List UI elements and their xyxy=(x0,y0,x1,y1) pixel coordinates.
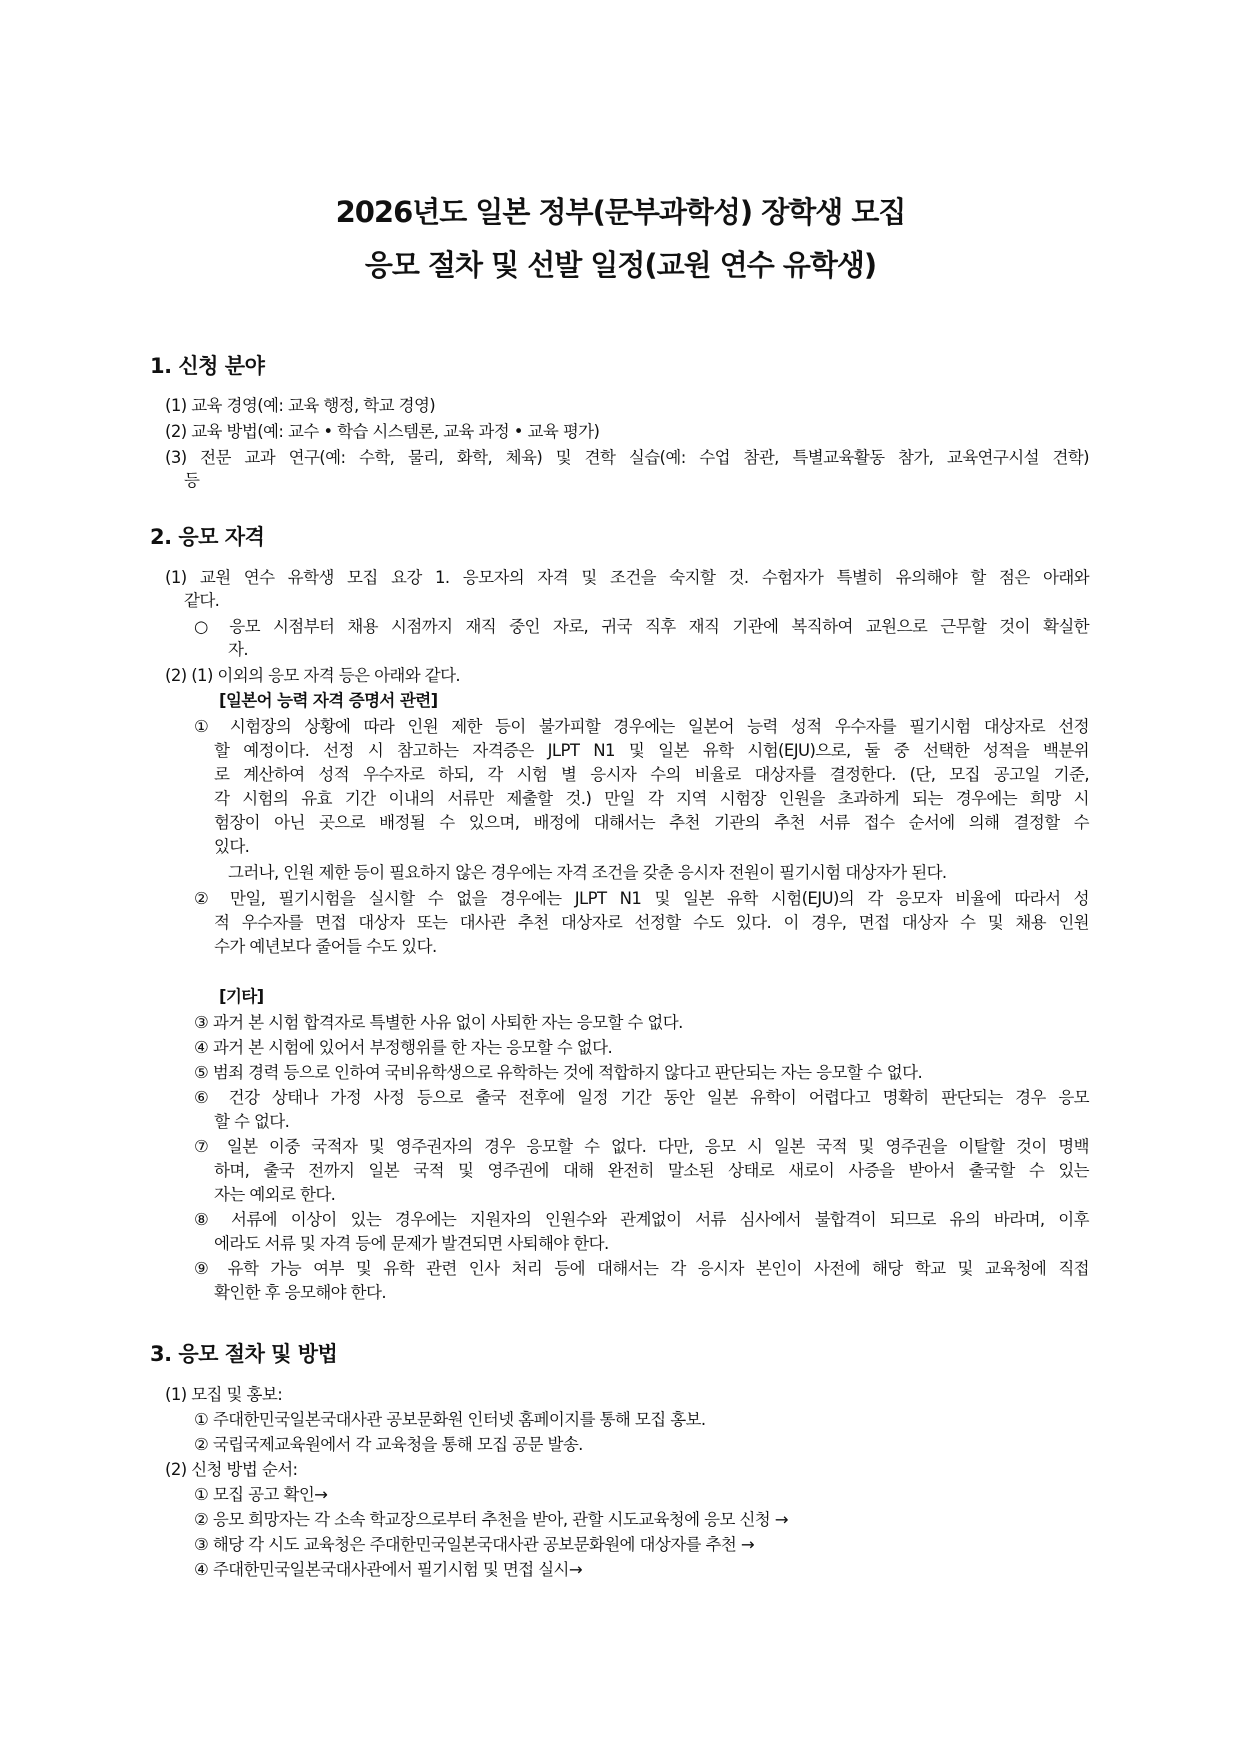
s2-item-5: ⑤ 범죄 경력 등으로 인하여 국비유학생으로 유학하는 것에 적합하지 않다고 판단되는 자는 응모할 수 없다. xyxy=(194,1063,923,1082)
s2-item-7-l2: 하며, 출국 전까지 일본 국적 및 영주권에 대해 완전히 말소된 상태로 새로이 사증을 받아서 출국할 수 있는 xyxy=(214,1161,1089,1180)
s3-para-2-item-2: ② 응모 희망자는 각 소속 학교장으로부터 추천을 받아, 관할 시도교육청에 응모 신청 → xyxy=(194,1510,788,1529)
s3-para-2-item-4: ④ 주대한민국일본국대사관에서 필기시험 및 면접 실시→ xyxy=(194,1560,583,1579)
s2-item-7: ⑦ 일본 이중 국적자 및 영주권자의 경우 응모할 수 없다. 다만, 응모 시 일본 국적 및 영주권을 이탈할 것이 명백 xyxy=(194,1137,1089,1156)
s2-item-1: ① 시험장의 상황에 따라 인원 제한 등이 불가피할 경우에는 일본어 능력 성적 우수자를 필기시험 대상자로 선정 xyxy=(194,717,1089,736)
s2-item-7-l3: 자는 예외로 한다. xyxy=(214,1185,336,1204)
s2-item-1-l4: 각 시험의 유효 기간 이내의 서류만 제출할 것.) 만일 각 지역 시험장 인원을 초과하게 되는 경우에는 희망 시 xyxy=(214,789,1089,808)
s3-para-1-item-2: ② 국립국제교육원에서 각 교육청을 통해 모집 공문 발송. xyxy=(194,1435,583,1454)
s3-para-1: (1) 모집 및 홍보: xyxy=(165,1385,283,1404)
s1-item-3: (3) 전문 교과 연구(예: 수학, 물리, 화학, 체육) 및 견학 실습(예: 수업 참관, 특별교육활동 참가, 교육연구시설 견학) xyxy=(165,448,1089,467)
s2-para-2: (2) (1) 이외의 응모 자격 등은 아래와 같다. xyxy=(165,666,461,685)
s2-item-1-l7: 그러나, 인원 제한 등이 필요하지 않은 경우에는 자격 조건을 갖춘 응시자 전원이 필기시험 대상자가 된다. xyxy=(228,863,947,882)
section-2-heading: 2. 응모 자격 xyxy=(150,525,265,549)
section-3-heading: 3. 응모 절차 및 방법 xyxy=(150,1342,338,1366)
section-1-heading: 1. 신청 분야 xyxy=(150,354,265,378)
s2-item-2: ② 만일, 필기시험을 실시할 수 없을 경우에는 JLPT N1 및 일본 유학 시험(EJU)의 각 응모자 비율에 따라서 성 xyxy=(194,889,1089,908)
s2-circle-item: ○ 응모 시점부터 채용 시점까지 재직 중인 자로, 귀국 직후 재직 기관에 복직하여 교원으로 근무할 것이 확실한 xyxy=(194,617,1089,636)
s2-subheading-other: [기타] xyxy=(219,987,264,1006)
s1-item-1: (1) 교육 경영(예: 교육 행정, 학교 경영) xyxy=(165,396,436,415)
s2-item-2-l2: 적 우수자를 면접 대상자 또는 대사관 추천 대상자로 선정할 수도 있다. 이 경우, 면접 대상자 수 및 채용 인원 xyxy=(214,913,1089,932)
s3-para-2-item-3: ③ 해당 각 시도 교육청은 주대한민국일본국대사관 공보문화원에 대상자를 추천 → xyxy=(194,1535,755,1554)
s2-circle-item-cont: 자. xyxy=(228,640,248,659)
s1-item-3-cont: 등 xyxy=(184,471,200,490)
s2-item-8: ⑧ 서류에 이상이 있는 경우에는 지원자의 인원수와 관계없이 서류 심사에서 불합격이 되므로 유의 바라며, 이후 xyxy=(194,1210,1089,1229)
s2-item-3: ③ 과거 본 시험 합격자로 특별한 사유 없이 사퇴한 자는 응모할 수 없다. xyxy=(194,1013,683,1032)
s2-para-1: (1) 교원 연수 유학생 모집 요강 1. 응모자의 자격 및 조건을 숙지할 것. 수험자가 특별히 유의해야 할 점은 아래와 xyxy=(165,568,1089,587)
s2-item-1-l2: 할 예정이다. 선정 시 참고하는 자격증은 JLPT N1 및 일본 유학 시험(EJU)으로, 둘 중 선택한 성적을 백분위 xyxy=(214,741,1089,760)
s3-para-1-item-1: ① 주대한민국일본국대사관 공보문화원 인터넷 홈페이지를 통해 모집 홍보. xyxy=(194,1410,706,1429)
s2-item-9-l2: 확인한 후 응모해야 한다. xyxy=(214,1283,386,1302)
s2-item-1-l3: 로 계산하여 성적 우수자로 하되, 각 시험 별 응시자 수의 비율로 대상자를 결정한다. (단, 모집 공고일 기준, xyxy=(214,765,1089,784)
s2-item-8-l2: 에라도 서류 및 자격 등에 문제가 발견되면 사퇴해야 한다. xyxy=(214,1234,609,1253)
s2-item-1-l5: 험장이 아닌 곳으로 배정될 수 있으며, 배정에 대해서는 추천 기관의 추천 서류 접수 순서에 의해 결정할 수 xyxy=(214,813,1089,832)
s3-para-2: (2) 신청 방법 순서: xyxy=(165,1460,298,1479)
s2-item-6: ⑥ 건강 상태나 가정 사정 등으로 출국 전후에 일정 기간 동안 일본 유학이 어렵다고 명확히 판단되는 경우 응모 xyxy=(194,1088,1089,1107)
s2-item-1-l6: 있다. xyxy=(214,837,250,856)
s2-subheading-jlpt: [일본어 능력 자격 증명서 관련] xyxy=(219,691,438,710)
document-title: 2026년도 일본 정부(문부과학성) 장학생 모집 xyxy=(335,195,906,229)
s2-item-4: ④ 과거 본 시험에 있어서 부정행위를 한 자는 응모할 수 없다. xyxy=(194,1038,613,1057)
document-subtitle: 응모 절차 및 선발 일정(교원 연수 유학생) xyxy=(364,248,877,282)
s1-item-2: (2) 교육 방법(예: 교수 • 학습 시스템론, 교육 과정 • 교육 평가) xyxy=(165,422,600,441)
s2-item-6-l2: 할 수 없다. xyxy=(214,1112,290,1131)
s3-para-2-item-1: ① 모집 공고 확인→ xyxy=(194,1485,328,1504)
s2-item-2-l3: 수가 예년보다 줄어들 수도 있다. xyxy=(214,937,437,956)
s2-para-1-cont: 같다. xyxy=(184,591,220,610)
s2-item-9: ⑨ 유학 가능 여부 및 유학 관련 인사 처리 등에 대해서는 각 응시자 본인이 사전에 해당 학교 및 교육청에 직접 xyxy=(194,1259,1089,1278)
